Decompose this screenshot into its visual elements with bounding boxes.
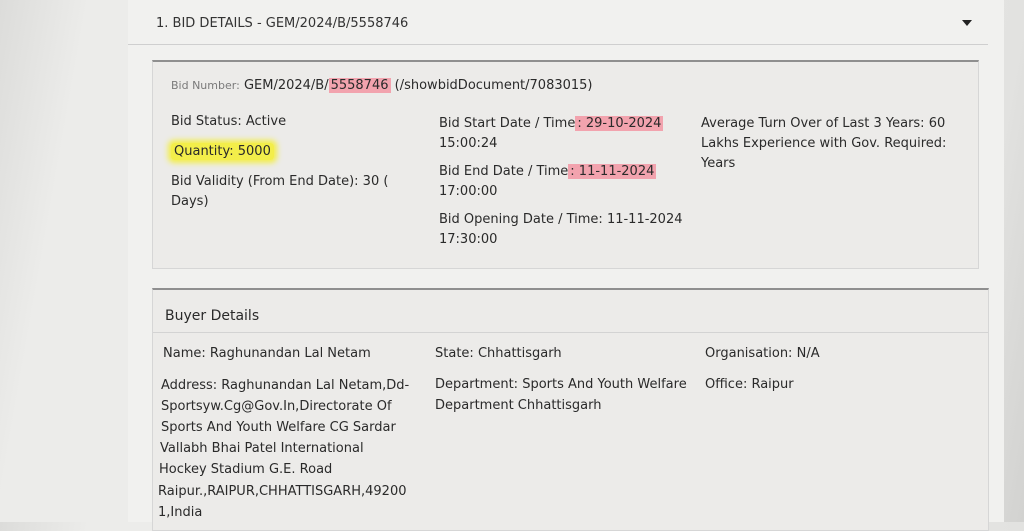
- bid-number-prefix: GEM/2024/B/: [243, 78, 329, 93]
- quantity-highlight: [171, 143, 274, 160]
- section-title: 1. BID DETAILS - GEM/2024/B/5558746: [156, 16, 409, 31]
- bid-end-date: : 11-11-2024: [570, 164, 655, 179]
- bid-number-highlight: 5558746: [330, 78, 389, 93]
- buyer-department-line1: Sports And Youth Welfare: [522, 377, 687, 392]
- bid-details-section-header[interactable]: [128, 0, 988, 45]
- buyer-details-title: Buyer Details: [165, 308, 260, 324]
- bid-end-label: Bid End Date / Time: [439, 164, 569, 179]
- bid-end: [439, 162, 656, 182]
- buyer-divider: [153, 332, 988, 333]
- bid-number-label: Bid Number:: [171, 79, 240, 92]
- buyer-address-line6: Raipur.,RAIPUR,CHHATTISGARH,49200: [158, 484, 407, 499]
- buyer-address-line7: 1,India: [158, 505, 203, 520]
- buyer-department: [435, 375, 687, 395]
- bid-status-value: Active: [245, 114, 287, 129]
- document-page: [128, 0, 1004, 522]
- buyer-details-card: [152, 288, 989, 531]
- turnover-line2: Lakhs Experience with Gov. Required:: [701, 136, 947, 151]
- bid-opening: [439, 210, 683, 230]
- buyer-organisation: [705, 344, 820, 364]
- chevron-down-icon[interactable]: [962, 20, 972, 26]
- buyer-address-line4: Vallabh Bhai Patel International: [160, 441, 364, 456]
- bid-details-card: [152, 60, 979, 269]
- bid-status: [171, 112, 286, 132]
- buyer-address-line3: Sports And Youth Welfare CG Sardar: [161, 420, 396, 435]
- buyer-address-line5: Hockey Stadium G.E. Road: [159, 462, 333, 477]
- bid-opening-date: 11-11-2024: [606, 212, 683, 227]
- bid-opening-label: Bid Opening Date / Time:: [439, 212, 603, 227]
- buyer-name: [163, 344, 371, 364]
- buyer-org-label: Organisation:: [705, 346, 793, 361]
- quantity-value: 5000: [237, 144, 271, 159]
- bid-start-time: 15:00:24: [439, 136, 498, 151]
- buyer-department-line2: Department Chhattisgarh: [435, 398, 602, 413]
- buyer-org-value: N/A: [796, 346, 820, 361]
- bid-end-time: 17:00:00: [439, 184, 498, 199]
- bid-document-link[interactable]: (/showbidDocument/7083015): [394, 78, 593, 93]
- quantity-label: Quantity:: [174, 144, 234, 159]
- bid-validity-line2: Days): [171, 194, 209, 209]
- bid-validity-line1: Bid Validity (From End Date): 30 (: [171, 174, 389, 189]
- quantity: [171, 142, 274, 162]
- buyer-state-label: State:: [435, 346, 474, 361]
- bid-start-label: Bid Start Date / Time: [439, 116, 576, 131]
- buyer-state: [435, 344, 562, 364]
- buyer-office-label: Office:: [705, 377, 748, 392]
- bid-status-label: Bid Status:: [171, 114, 242, 129]
- buyer-state-value: Chhattisgarh: [477, 346, 562, 361]
- buyer-name-label: Name:: [163, 346, 206, 361]
- bid-start-date: : 29-10-2024: [577, 116, 662, 131]
- buyer-address-line2: Sportsyw.Cg@Gov.In,Directorate Of: [161, 399, 392, 414]
- bid-opening-time: 17:30:00: [439, 232, 498, 247]
- turnover-line3: Years: [701, 156, 736, 171]
- buyer-name-value: Raghunandan Lal Netam: [209, 346, 371, 361]
- buyer-office-value: Raipur: [751, 377, 794, 392]
- bid-number-row: [171, 76, 593, 96]
- buyer-office: [705, 375, 794, 395]
- bid-start: [439, 114, 663, 134]
- turnover-line1: Average Turn Over of Last 3 Years: 60: [701, 116, 946, 131]
- buyer-address-line1: Address: Raghunandan Lal Netam,Dd-: [161, 378, 410, 393]
- buyer-department-label: Department:: [435, 377, 519, 392]
